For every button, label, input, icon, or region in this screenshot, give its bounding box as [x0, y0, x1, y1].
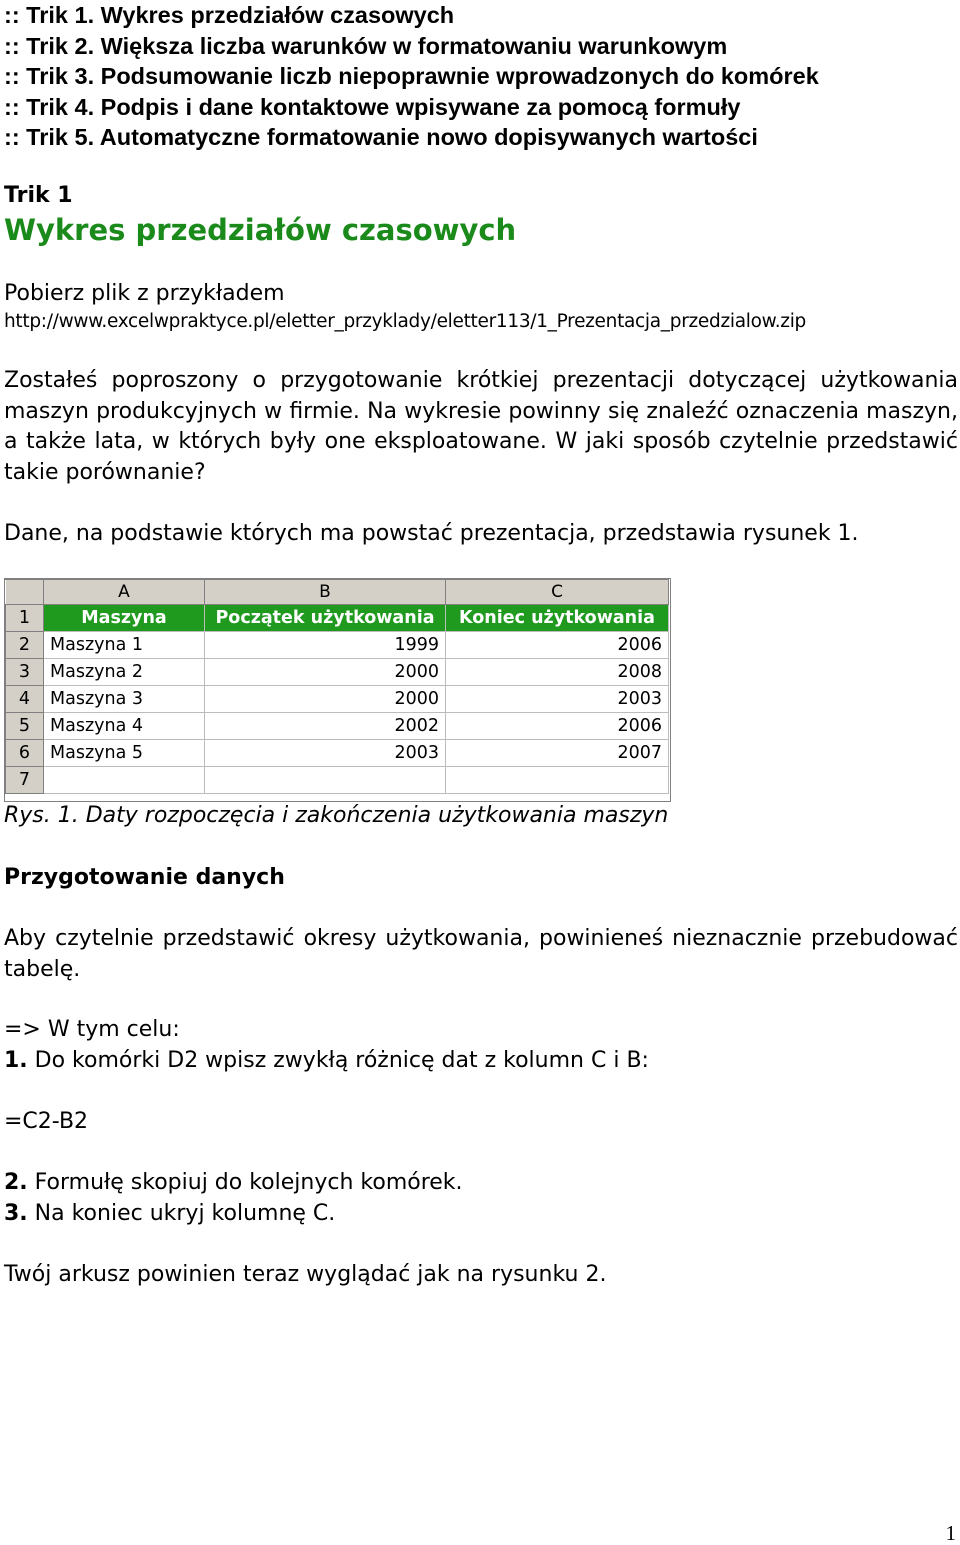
toc-link-trik-4[interactable]: :: Trik 4. Podpis i dane kontaktowe wpisywane za pomocą formuły: [4, 93, 741, 120]
toc-link-trik-1[interactable]: :: Trik 1. Wykres przedziałów czasowych: [4, 2, 455, 28]
steps-intro: => W tym celu:: [4, 1017, 180, 1042]
table-cell: 2000: [205, 686, 446, 713]
column-header-c: C: [446, 580, 669, 605]
row-number: 7: [6, 767, 44, 794]
spreadsheet-table: [5, 579, 669, 794]
page-number: 1: [945, 1521, 956, 1545]
table-of-contents: [4, 0, 954, 153]
table-cell: [205, 767, 446, 794]
table-row: [6, 686, 669, 713]
toc-link-trik-5[interactable]: :: Trik 5. Automatyczne formatowanie nowo dopisywanych wartości: [4, 124, 758, 150]
figure-caption: Rys. 1. Daty rozpoczęcia i zakończenia użytkowania maszyn: [4, 803, 669, 828]
download-label: Pobierz plik z przykładem: [4, 281, 285, 306]
table-cell: Maszyna 2: [44, 659, 205, 686]
table-row: [6, 632, 669, 659]
column-header-row: [6, 580, 669, 605]
row-number: 3: [6, 659, 44, 686]
intro-paragraph: Zostałeś poproszony o przygotowanie krótkiej prezentacji dotyczącej użytkowania maszyn produkcyjnych w firmie. Na wykresie powinny się znaleźć oznaczenia maszyn, a także lata, w których były one eksploatowane. W jaki sposób czytelnie przedstawić takie porównanie?: [4, 368, 958, 485]
table-cell: 2003: [205, 740, 446, 767]
table-cell: 2003: [446, 686, 669, 713]
table-cell: Maszyna 1: [44, 632, 205, 659]
step-number: 1.: [4, 1048, 28, 1073]
subsection-title: Przygotowanie danych: [4, 865, 285, 890]
table-cell: 2006: [446, 632, 669, 659]
table-cell: Maszyna 4: [44, 713, 205, 740]
table-cell: Maszyna 3: [44, 686, 205, 713]
section-label: Trik 1: [4, 183, 73, 208]
prep-paragraph: Aby czytelnie przedstawić okresy użytkowania, powinieneś nieznacznie przebudować tabelę.: [4, 926, 958, 982]
row-number: 6: [6, 740, 44, 767]
step-number: 3.: [4, 1201, 28, 1226]
header-cell-maszyna: Maszyna: [44, 605, 205, 632]
step-2: [4, 1168, 463, 1198]
row-number: 5: [6, 713, 44, 740]
table-cell: [446, 767, 669, 794]
toc-link-trik-3[interactable]: :: Trik 3. Podsumowanie liczb niepoprawnie wprowadzonych do komórek: [4, 63, 819, 89]
table-row: [6, 767, 669, 794]
row-number: 1: [6, 605, 44, 632]
table-cell: 2008: [446, 659, 669, 686]
table-row: [6, 659, 669, 686]
section-title: Wykres przedziałów czasowych: [4, 213, 517, 247]
formula: =C2-B2: [4, 1109, 89, 1134]
table-cell: 2000: [205, 659, 446, 686]
row-number: 2: [6, 632, 44, 659]
header-cell-end: Koniec użytkowania: [446, 605, 669, 632]
table-cell: 2007: [446, 740, 669, 767]
header-cell-start: Początek użytkowania: [205, 605, 446, 632]
step-3: [4, 1199, 335, 1229]
table-cell: Maszyna 5: [44, 740, 205, 767]
step-number: 2.: [4, 1170, 28, 1195]
download-link[interactable]: http://www.excelwpraktyce.pl/eletter_przyklady/eletter113/1_Prezentacja_przedzialow.zip: [4, 311, 806, 332]
data-intro-paragraph: Dane, na podstawie których ma powstać prezentacja, przedstawia rysunek 1.: [4, 521, 859, 546]
table-cell: [44, 767, 205, 794]
table-row: [6, 740, 669, 767]
select-all-corner: [6, 580, 44, 605]
spreadsheet-figure: [4, 578, 671, 802]
table-row: [6, 605, 669, 632]
step-text: Formułę skopiuj do kolejnych komórek.: [27, 1170, 463, 1195]
closing-line: Twój arkusz powinien teraz wyglądać jak na rysunku 2.: [4, 1262, 607, 1287]
table-cell: 2002: [205, 713, 446, 740]
step-1: [4, 1046, 649, 1076]
step-text: Na koniec ukryj kolumnę C.: [27, 1201, 336, 1226]
toc-link-trik-2[interactable]: :: Trik 2. Większa liczba warunków w formatowaniu warunkowym: [4, 32, 728, 59]
table-cell: 2006: [446, 713, 669, 740]
table-cell: 1999: [205, 632, 446, 659]
column-header-a: A: [44, 580, 205, 605]
step-text: Do komórki D2 wpisz zwykłą różnicę dat z kolumn C i B:: [27, 1048, 649, 1073]
column-header-b: B: [205, 580, 446, 605]
table-row: [6, 713, 669, 740]
row-number: 4: [6, 686, 44, 713]
